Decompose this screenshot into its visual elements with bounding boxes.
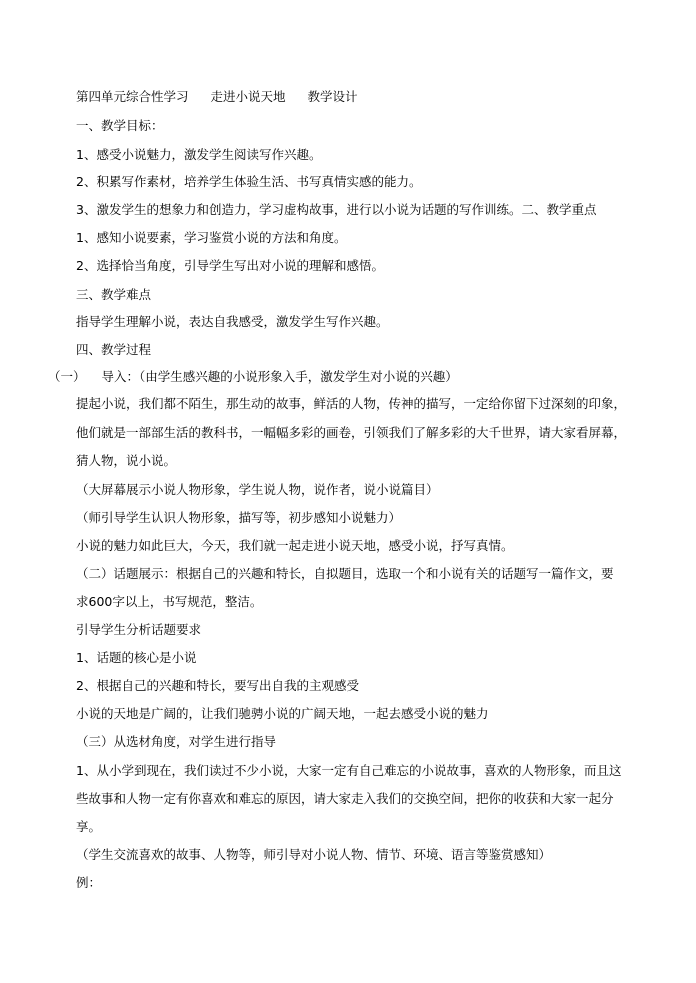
paragraph-line: 小说的天地是广阔的，让我们驰骋小说的广阔天地，一起去感受小说的魅力 [76,706,489,721]
paragraph-line: 3、激发学生的想象力和创造力，学习虚构故事，进行以小说为话题的写作训练。二、教学重点 [76,202,597,217]
paragraph-line: 指导学生理解小说，表达自我感受，激发学生写作兴趣。 [76,314,389,329]
paragraph-line: 求600字以上，书写规范，整洁。 [76,594,263,609]
paragraph-line: 例： [76,875,102,890]
paragraph-line: （二）话题展示：根据自己的兴趣和特长，自拟题目，选取一个和小说有关的话题写一篇作文，要 [76,566,614,581]
title-unit: 第四单元综合性学习 [76,89,189,104]
paragraph-line: 2、积累写作素材，培养学生体验生活、书写真情实感的能力。 [76,174,422,189]
paragraph-line: 些故事和人物一定有你喜欢和难忘的原因，请大家走入我们的交换空间，把你的收获和大家一起分 [76,791,614,806]
paragraph-line: （大屏幕展示小说人物形象，学生说人物，说作者，说小说篇目） [76,482,439,497]
paragraph-line: 2、根据自己的兴趣和特长，要写出自我的主观感受 [76,678,359,693]
paragraph-line: 1、从小学到现在，我们读过不少小说，大家一定有自己难忘的小说故事，喜欢的人物形象，而且这 [76,763,622,778]
paragraph-line: 他们就是一部部生活的教科书，一幅幅多彩的画卷，引领我们了解多彩的大千世界，请大家看屏幕， [76,425,627,440]
title-topic: 走进小说天地 [210,89,286,104]
paragraph-line: 1、感受小说魅力，激发学生阅读写作兴趣。 [76,147,322,162]
section-intro-text: 导入：（由学生感兴趣的小说形象入手，激发学生对小说的兴趣） [101,369,458,384]
paragraph-line: 引导学生分析话题要求 [76,622,202,637]
paragraph-line: 1、话题的核心是小说 [76,650,197,665]
section-intro-line [48,369,458,385]
paragraph-line: 提起小说，我们都不陌生，那生动的故事，鲜活的人物，传神的描写，一定给你留下过深刻的印象， [76,396,627,411]
heading-process: 四、教学过程 [76,342,152,357]
paragraph-line: （师引导学生认识人物形象，描写等，初步感知小说魅力） [76,510,402,525]
paragraph-line: 1、感知小说要素，学习鉴赏小说的方法和角度。 [76,230,347,245]
document-title [76,89,358,105]
paragraph-line: （三）从选材角度，对学生进行指导 [76,734,277,749]
heading-objectives: 一、教学目标： [76,118,164,133]
paragraph-line: 小说的魅力如此巨大，今天，我们就一起走进小说天地，感受小说，抒写真情。 [76,538,514,553]
paragraph-line: （学生交流喜欢的故事、人物等，师引导对小说人物、情节、环境、语言等鉴赏感知） [76,847,552,862]
heading-difficulties: 三、教学难点 [76,287,152,302]
section-number: （一） [48,369,86,384]
title-design: 教学设计 [307,89,358,104]
paragraph-line: 猜人物，说小说。 [76,453,177,468]
paragraph-line: 享。 [76,819,102,834]
paragraph-line: 2、选择恰当角度，引导学生写出对小说的理解和感悟。 [76,258,384,273]
